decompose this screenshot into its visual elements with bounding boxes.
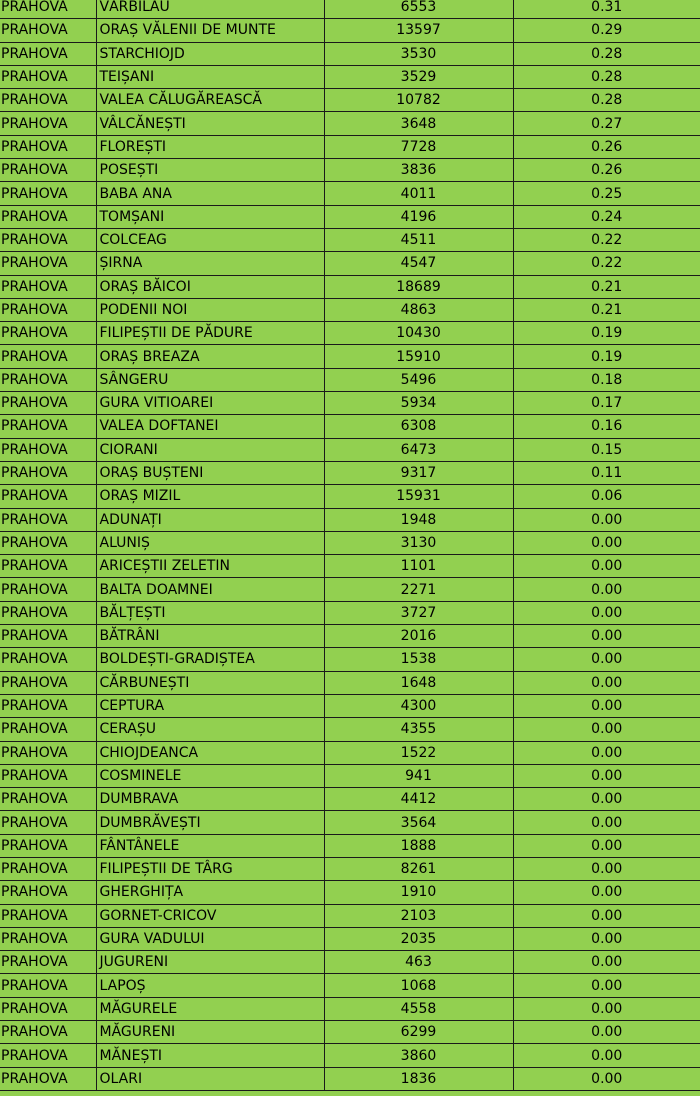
locality-cell: BĂLȚEȘTI: [96, 601, 324, 624]
population-cell: 3564: [324, 811, 513, 834]
population-cell: 6299: [324, 1021, 513, 1044]
value-cell: 0.27: [513, 112, 700, 135]
table-row: [0, 601, 700, 624]
population-cell: 3648: [324, 112, 513, 135]
table-row: [0, 927, 700, 950]
table-row: [0, 555, 700, 578]
locality-cell: ORAȘ BREAZA: [96, 345, 324, 368]
population-cell: 1522: [324, 741, 513, 764]
county-cell: PRAHOVA: [0, 834, 96, 857]
value-cell: 0.28: [513, 89, 700, 112]
county-cell: PRAHOVA: [0, 601, 96, 624]
population-cell: 13597: [324, 19, 513, 42]
table-row: [0, 718, 700, 741]
population-cell: 463: [324, 951, 513, 974]
locality-cell: ȘIRNA: [96, 252, 324, 275]
value-cell: 0.11: [513, 461, 700, 484]
population-cell: 8261: [324, 857, 513, 880]
table-row: [0, 368, 700, 391]
county-cell: PRAHOVA: [0, 182, 96, 205]
county-cell: PRAHOVA: [0, 368, 96, 391]
table-row: [0, 881, 700, 904]
county-cell: PRAHOVA: [0, 648, 96, 671]
population-cell: 4863: [324, 298, 513, 321]
county-cell: PRAHOVA: [0, 345, 96, 368]
locality-cell: FILIPEȘTII DE PĂDURE: [96, 322, 324, 345]
county-cell: PRAHOVA: [0, 1021, 96, 1044]
locality-cell: MĂGURENI: [96, 1021, 324, 1044]
population-cell: 15931: [324, 485, 513, 508]
locality-cell: VÂLCĂNEȘTI: [96, 112, 324, 135]
table-row: [0, 648, 700, 671]
locality-cell: PODENII NOI: [96, 298, 324, 321]
value-cell: 0.28: [513, 65, 700, 88]
table-row: [0, 811, 700, 834]
county-cell: PRAHOVA: [0, 671, 96, 694]
table-row: [0, 275, 700, 298]
value-cell: 0.22: [513, 252, 700, 275]
locality-cell: GURA VADULUI: [96, 927, 324, 950]
county-cell: PRAHOVA: [0, 42, 96, 65]
population-cell: 10430: [324, 322, 513, 345]
county-cell: PRAHOVA: [0, 904, 96, 927]
population-cell: 1948: [324, 508, 513, 531]
value-cell: 0.00: [513, 834, 700, 857]
county-cell: PRAHOVA: [0, 322, 96, 345]
locality-cell: CERAȘU: [96, 718, 324, 741]
population-cell: 5934: [324, 392, 513, 415]
locality-cell: BABA ANA: [96, 182, 324, 205]
population-cell: 1888: [324, 834, 513, 857]
county-cell: PRAHOVA: [0, 438, 96, 461]
population-cell: 4558: [324, 997, 513, 1020]
population-cell: 941: [324, 764, 513, 787]
county-cell: PRAHOVA: [0, 89, 96, 112]
population-cell: 4011: [324, 182, 513, 205]
population-cell: 5496: [324, 368, 513, 391]
county-cell: PRAHOVA: [0, 508, 96, 531]
table-row: [0, 508, 700, 531]
table-row: [0, 951, 700, 974]
table-row: [0, 485, 700, 508]
value-cell: 0.00: [513, 671, 700, 694]
population-cell: 1910: [324, 881, 513, 904]
county-cell: PRAHOVA: [0, 135, 96, 158]
population-cell: 4300: [324, 694, 513, 717]
population-cell: 15910: [324, 345, 513, 368]
locality-cell: VALEA CĂLUGĂREASCĂ: [96, 89, 324, 112]
county-cell: PRAHOVA: [0, 788, 96, 811]
population-cell: 4355: [324, 718, 513, 741]
population-cell: 3836: [324, 159, 513, 182]
population-cell: 3860: [324, 1044, 513, 1067]
locality-cell: FLOREȘTI: [96, 135, 324, 158]
value-cell: 0.00: [513, 974, 700, 997]
locality-cell: BOLDEȘTI-GRADIȘTEA: [96, 648, 324, 671]
table-row: [0, 65, 700, 88]
population-cell: 4511: [324, 228, 513, 251]
population-cell: 6308: [324, 415, 513, 438]
table-row: [0, 578, 700, 601]
county-cell: PRAHOVA: [0, 974, 96, 997]
value-cell: 0.15: [513, 438, 700, 461]
table-row: [0, 1044, 700, 1067]
value-cell: 0.22: [513, 228, 700, 251]
locality-cell: BALTA DOAMNEI: [96, 578, 324, 601]
population-cell: 9317: [324, 461, 513, 484]
county-cell: PRAHOVA: [0, 0, 96, 19]
value-cell: 0.00: [513, 1021, 700, 1044]
table-row: [0, 298, 700, 321]
value-cell: 0.26: [513, 135, 700, 158]
county-cell: PRAHOVA: [0, 298, 96, 321]
table-row: [0, 159, 700, 182]
locality-cell: JUGURENI: [96, 951, 324, 974]
table-row: [0, 671, 700, 694]
county-cell: PRAHOVA: [0, 857, 96, 880]
population-cell: 4412: [324, 788, 513, 811]
population-cell: 3130: [324, 531, 513, 554]
county-cell: PRAHOVA: [0, 228, 96, 251]
county-cell: PRAHOVA: [0, 19, 96, 42]
table-row: [0, 1021, 700, 1044]
county-cell: PRAHOVA: [0, 811, 96, 834]
value-cell: 0.21: [513, 298, 700, 321]
value-cell: 0.00: [513, 531, 700, 554]
locality-cell: ORAȘ BUȘTENI: [96, 461, 324, 484]
locality-cell: TOMȘANI: [96, 205, 324, 228]
value-cell: 0.00: [513, 904, 700, 927]
value-cell: 0.00: [513, 601, 700, 624]
value-cell: 0.00: [513, 625, 700, 648]
county-cell: PRAHOVA: [0, 65, 96, 88]
population-cell: 2103: [324, 904, 513, 927]
locality-cell: COLCEAG: [96, 228, 324, 251]
locality-cell: MĂNEȘTI: [96, 1044, 324, 1067]
table-row: [0, 182, 700, 205]
value-cell: 0.28: [513, 42, 700, 65]
table-row: [0, 19, 700, 42]
table-row: [0, 345, 700, 368]
locality-cell: ALUNIȘ: [96, 531, 324, 554]
value-cell: 0.18: [513, 368, 700, 391]
county-cell: PRAHOVA: [0, 555, 96, 578]
locality-cell: MĂGURELE: [96, 997, 324, 1020]
locality-cell: CHIOJDEANCA: [96, 741, 324, 764]
value-cell: 0.00: [513, 927, 700, 950]
value-cell: 0.24: [513, 205, 700, 228]
locality-cell: FILIPEȘTII DE TÂRG: [96, 857, 324, 880]
county-cell: PRAHOVA: [0, 1044, 96, 1067]
value-cell: 0.00: [513, 648, 700, 671]
table-row: [0, 625, 700, 648]
table-row: [0, 135, 700, 158]
county-cell: PRAHOVA: [0, 741, 96, 764]
value-cell: 0.00: [513, 951, 700, 974]
value-cell: 0.00: [513, 741, 700, 764]
county-cell: PRAHOVA: [0, 392, 96, 415]
table-row: [0, 205, 700, 228]
table-row: [0, 415, 700, 438]
population-cell: 1836: [324, 1067, 513, 1090]
population-cell: 3529: [324, 65, 513, 88]
county-cell: PRAHOVA: [0, 461, 96, 484]
population-cell: 2016: [324, 625, 513, 648]
county-cell: PRAHOVA: [0, 531, 96, 554]
locality-cell: POSEȘTI: [96, 159, 324, 182]
county-cell: PRAHOVA: [0, 485, 96, 508]
population-cell: 1538: [324, 648, 513, 671]
table-row: [0, 857, 700, 880]
county-cell: PRAHOVA: [0, 205, 96, 228]
population-cell: 3727: [324, 601, 513, 624]
value-cell: 0.06: [513, 485, 700, 508]
population-cell: 10782: [324, 89, 513, 112]
population-cell: 6473: [324, 438, 513, 461]
county-cell: PRAHOVA: [0, 997, 96, 1020]
value-cell: 0.00: [513, 694, 700, 717]
table-row: [0, 228, 700, 251]
county-cell: PRAHOVA: [0, 764, 96, 787]
county-cell: PRAHOVA: [0, 694, 96, 717]
value-cell: 0.25: [513, 182, 700, 205]
table-row: [0, 1067, 700, 1090]
population-cell: 4547: [324, 252, 513, 275]
table-row: [0, 0, 700, 19]
locality-cell: VALEA DOFTANEI: [96, 415, 324, 438]
table-row: [0, 322, 700, 345]
county-cell: PRAHOVA: [0, 159, 96, 182]
population-cell: 2271: [324, 578, 513, 601]
table-row: [0, 42, 700, 65]
locality-cell: OLARI: [96, 1067, 324, 1090]
table-row: [0, 392, 700, 415]
locality-cell: GHERGHIȚA: [96, 881, 324, 904]
locality-cell: COSMINELE: [96, 764, 324, 787]
table-row: [0, 764, 700, 787]
population-cell: 1101: [324, 555, 513, 578]
population-cell: 18689: [324, 275, 513, 298]
locality-cell: TEIȘANI: [96, 65, 324, 88]
table-row: [0, 741, 700, 764]
locality-cell: CIORANI: [96, 438, 324, 461]
value-cell: 0.00: [513, 764, 700, 787]
locality-cell: ORAȘ MIZIL: [96, 485, 324, 508]
table-row: [0, 531, 700, 554]
county-cell: PRAHOVA: [0, 927, 96, 950]
value-cell: 0.19: [513, 322, 700, 345]
table-row: [0, 788, 700, 811]
table-row: [0, 834, 700, 857]
value-cell: 0.19: [513, 345, 700, 368]
locality-cell: VĂRBILĂU: [96, 0, 324, 19]
population-cell: 3530: [324, 42, 513, 65]
locality-cell: ORAȘ BĂICOI: [96, 275, 324, 298]
locality-cell: BĂTRÂNI: [96, 625, 324, 648]
county-cell: PRAHOVA: [0, 252, 96, 275]
value-cell: 0.17: [513, 392, 700, 415]
table-row: [0, 997, 700, 1020]
value-cell: 0.00: [513, 811, 700, 834]
locality-cell: CEPTURA: [96, 694, 324, 717]
population-cell: 7728: [324, 135, 513, 158]
value-cell: 0.00: [513, 1067, 700, 1090]
table-row: [0, 112, 700, 135]
value-cell: 0.00: [513, 857, 700, 880]
value-cell: 0.00: [513, 1044, 700, 1067]
value-cell: 0.00: [513, 508, 700, 531]
value-cell: 0.00: [513, 718, 700, 741]
locality-cell: SÂNGERU: [96, 368, 324, 391]
value-cell: 0.00: [513, 997, 700, 1020]
county-cell: PRAHOVA: [0, 625, 96, 648]
value-cell: 0.00: [513, 788, 700, 811]
value-cell: 0.00: [513, 555, 700, 578]
locality-cell: DUMBRĂVEȘTI: [96, 811, 324, 834]
county-cell: PRAHOVA: [0, 112, 96, 135]
population-cell: 1648: [324, 671, 513, 694]
value-cell: 0.29: [513, 19, 700, 42]
locality-cell: ADUNAȚI: [96, 508, 324, 531]
population-cell: 6553: [324, 0, 513, 19]
value-cell: 0.00: [513, 881, 700, 904]
locality-cell: FÂNTÂNELE: [96, 834, 324, 857]
value-cell: 0.21: [513, 275, 700, 298]
locality-cell: ARICEȘTII ZELETIN: [96, 555, 324, 578]
table-row: [0, 974, 700, 997]
table-row: [0, 252, 700, 275]
county-cell: PRAHOVA: [0, 578, 96, 601]
population-cell: 2035: [324, 927, 513, 950]
value-cell: 0.16: [513, 415, 700, 438]
locality-cell: DUMBRAVA: [96, 788, 324, 811]
locality-cell: LAPOȘ: [96, 974, 324, 997]
county-cell: PRAHOVA: [0, 415, 96, 438]
population-cell: 4196: [324, 205, 513, 228]
table-row: [0, 694, 700, 717]
county-cell: PRAHOVA: [0, 881, 96, 904]
value-cell: 0.00: [513, 578, 700, 601]
locality-cell: GORNET-CRICOV: [96, 904, 324, 927]
locality-cell: ORAȘ VĂLENII DE MUNTE: [96, 19, 324, 42]
value-cell: 0.26: [513, 159, 700, 182]
locality-cell: GURA VITIOAREI: [96, 392, 324, 415]
county-cell: PRAHOVA: [0, 1067, 96, 1090]
table-row: [0, 89, 700, 112]
locality-cell: STARCHIOJD: [96, 42, 324, 65]
value-cell: 0.31: [513, 0, 700, 19]
county-cell: PRAHOVA: [0, 718, 96, 741]
table-row: [0, 461, 700, 484]
population-cell: 1068: [324, 974, 513, 997]
county-cell: PRAHOVA: [0, 275, 96, 298]
table-row: [0, 904, 700, 927]
locality-cell: CĂRBUNEȘTI: [96, 671, 324, 694]
county-cell: PRAHOVA: [0, 951, 96, 974]
table-row: [0, 438, 700, 461]
